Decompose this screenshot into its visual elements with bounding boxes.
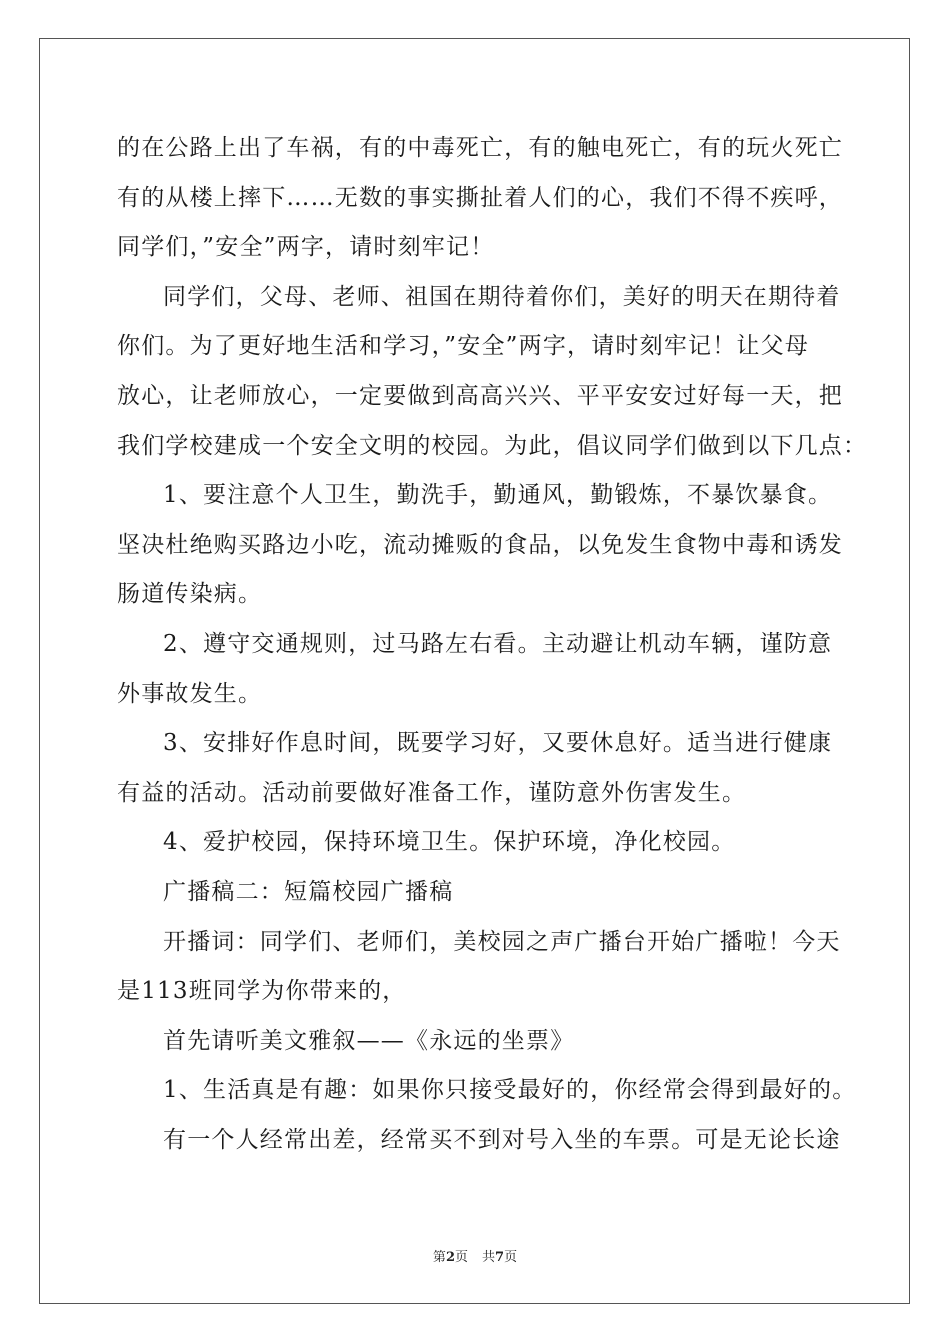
text-line: 3、安排好作息时间，既要学习好，又要休息好。适当进行健康 [163,730,833,757]
text-line: 2、遵守交通规则，过马路左右看。主动避让机动车辆，谨防意 [163,630,833,657]
text-line: 放心，让老师放心，一定要做到高高兴兴、平平安安过好每一天，把 [117,382,843,409]
text-line: 你们。为了更好地生活和学习，”安全”两字，请时刻牢记！让父母 [117,333,810,360]
page-footer [0,1246,950,1265]
text-line: 有的从楼上摔下……无数的事实撕扯着人们的心，我们不得不疾呼， [117,184,843,211]
text-line: 开播词：同学们、老师们，美校园之声广播台开始广播啦！今天 [163,928,841,955]
text-line: 是113班同学为你带来的， [117,978,407,1005]
text-line: 坚决杜绝购买路边小吃，流动摊贩的食品，以免发生食物中毒和诱发 [117,531,843,558]
text-line: 有一个人经常出差，经常买不到对号入坐的车票。可是无论长途 [163,1126,841,1153]
document-body [117,124,868,1165]
text-line: 有益的活动。活动前要做好准备工作，谨防意外伤害发生。 [117,779,747,806]
text-line: 1、生活真是有趣：如果你只接受最好的，你经常会得到最好的。 [163,1077,857,1104]
text-line: 我们学校建成一个安全文明的校园。为此，倡议同学们做到以下几点： [117,432,868,459]
text-line: 同学们，”安全”两字，请时刻牢记！ [117,234,495,261]
text-line: 1、要注意个人卫生，勤洗手，勤通风，勤锻炼，不暴饮暴食。 [163,482,833,509]
text-line: 的在公路上出了车祸，有的中毒死亡，有的触电死亡，有的玩火死亡 [117,135,843,161]
text-line: 同学们，父母、老师、祖国在期待着你们，美好的明天在期待着 [163,283,841,310]
section-heading: 广播稿二：短篇校园广播稿 [163,878,454,905]
text-line: 首先请听美文雅叙——《永远的坐票》 [163,1027,575,1054]
page-number: 第2页 [432,1250,468,1265]
page-total: 共7页 [482,1250,518,1265]
text-line: 肠道传染病。 [117,581,263,608]
text-line: 外事故发生。 [117,680,263,707]
text-line: 4、爱护校园，保持环境卫生。保护环境，净化校园。 [163,829,736,856]
